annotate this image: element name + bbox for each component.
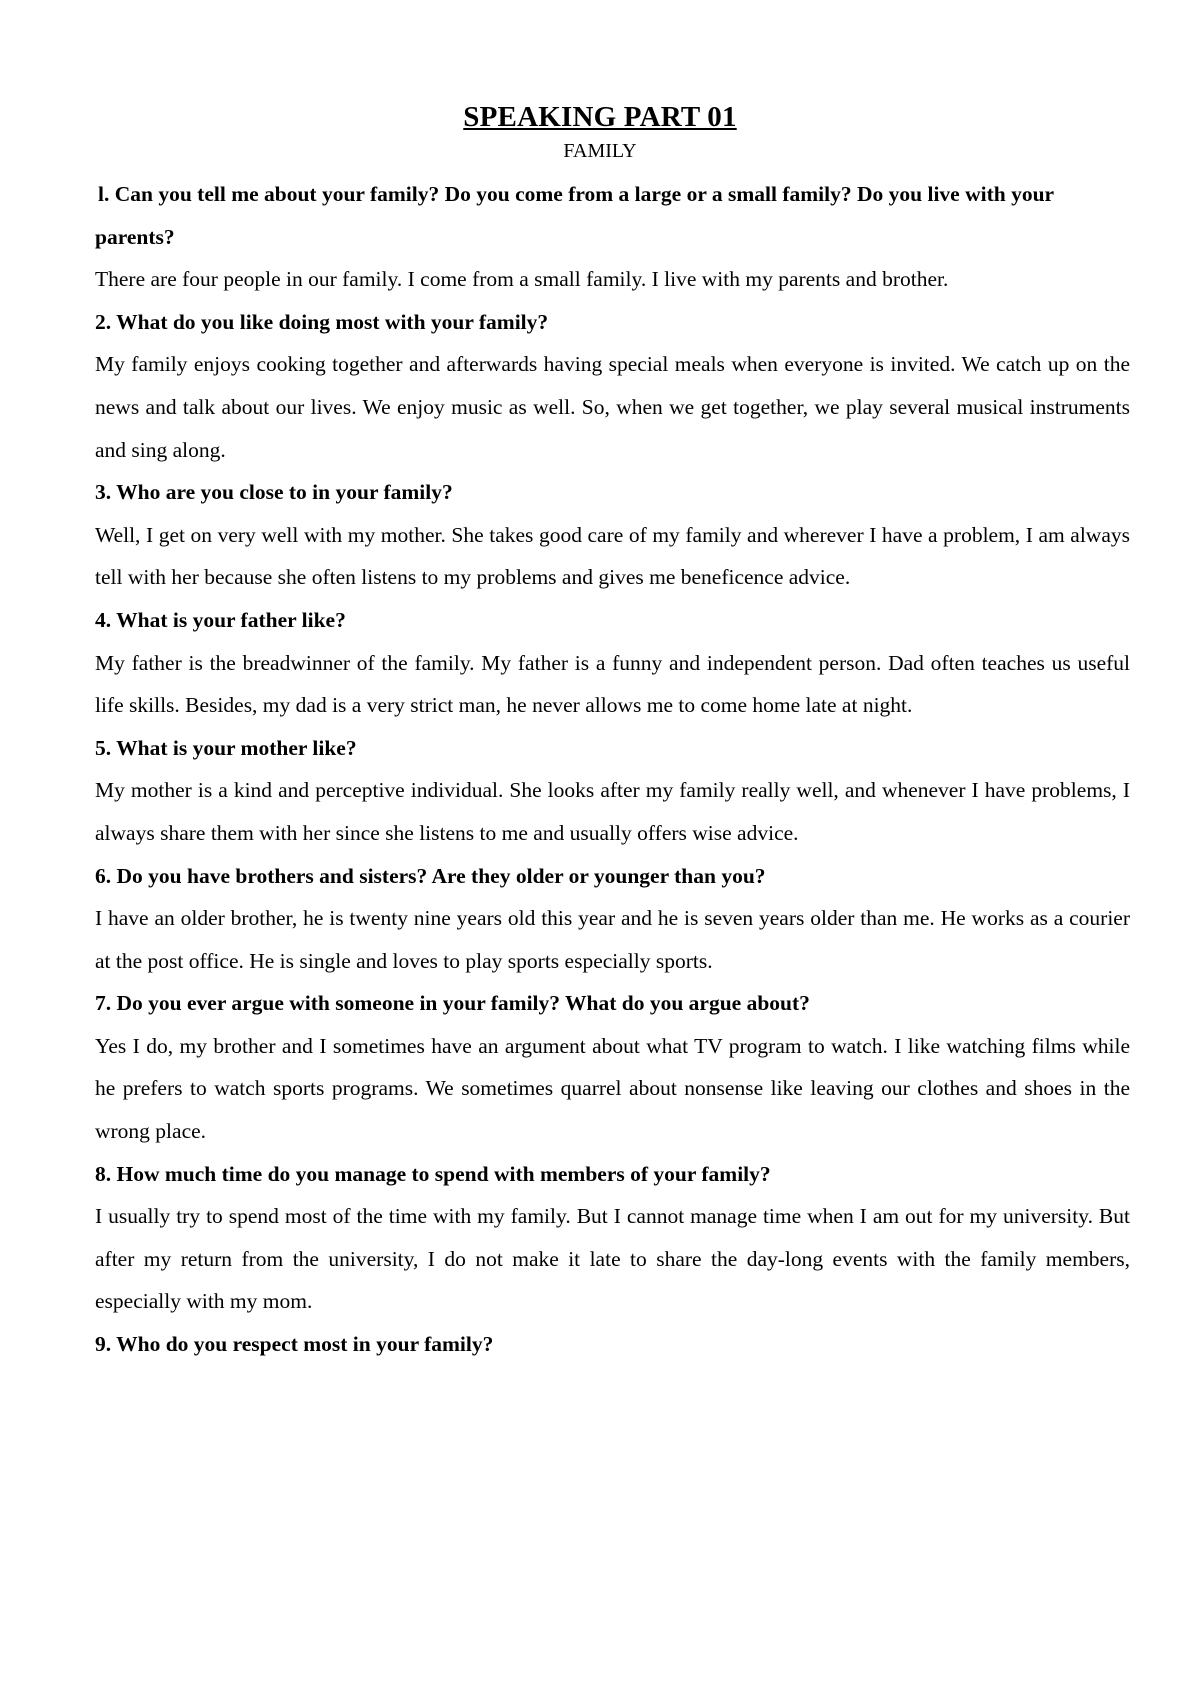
question-9: 9. Who do you respect most in your family? xyxy=(95,1332,494,1357)
answer-1: There are four people in our family. I come from a small family. I live with my parents and brother. xyxy=(95,267,949,292)
page-title: SPEAKING PART 01 xyxy=(463,101,737,133)
question-7: 7. Do you ever argue with someone in your family? What do you argue about? xyxy=(95,991,810,1016)
answer-5: My mother is a kind and perceptive individual. She looks after my family really well, and whenever I have problems, I always share them with her since she listens to me and usually offers wise advice. xyxy=(95,778,1130,845)
page-subtitle: FAMILY xyxy=(563,140,637,162)
question-4: 4. What is your father like? xyxy=(95,607,346,632)
question-3: 3. Who are you close to in your family? xyxy=(95,480,453,505)
question-2: 2. What do you like doing most with your family? xyxy=(95,309,549,334)
answer-4: My father is the breadwinner of the family. My father is a funny and independent person. Dad often teaches us useful life skills. Besides, my dad is a very strict man, he never allows me to come home late at night. xyxy=(95,650,1130,718)
question-6: 6. Do you have brothers and sisters? Are they older or younger than you? xyxy=(95,863,766,888)
answer-8: I usually try to spend most of the time with my family. But I cannot manage time when I am out for my university. But after my return from the university, I do not make it late to share the day-long events with the family members, especially with my mom. xyxy=(95,1204,1130,1314)
answer-3: Well, I get on very well with my mother. She takes good care of my family and wherever I have a problem, I am always tell with her because she often listens to my problems and gives me beneficence advice. xyxy=(95,522,1130,590)
question-1: l. Can you tell me about your family? Do you come from a large or a small family? Do you live with your parents? xyxy=(95,182,1054,249)
question-8: 8. How much time do you manage to spend with members of your family? xyxy=(95,1161,771,1186)
answer-2: My family enjoys cooking together and afterwards having special meals when everyone is invited. We catch up on the news and talk about our lives. We enjoy music as well. So, when we get together, we play several musical instruments and sing along. xyxy=(95,352,1130,462)
answer-6: I have an older brother, he is twenty nine years old this year and he is seven years older than me. He works as a courier at the post office. He is single and loves to play sports especially sports. xyxy=(95,906,1130,973)
answer-7: Yes I do, my brother and I sometimes have an argument about what TV program to watch. I like watching films while he prefers to watch sports programs. We sometimes quarrel about nonsense like leaving our clothes and shoes in the wrong place. xyxy=(95,1033,1130,1144)
qa-list xyxy=(95,173,1130,1366)
question-5: 5. What is your mother like? xyxy=(95,735,357,760)
